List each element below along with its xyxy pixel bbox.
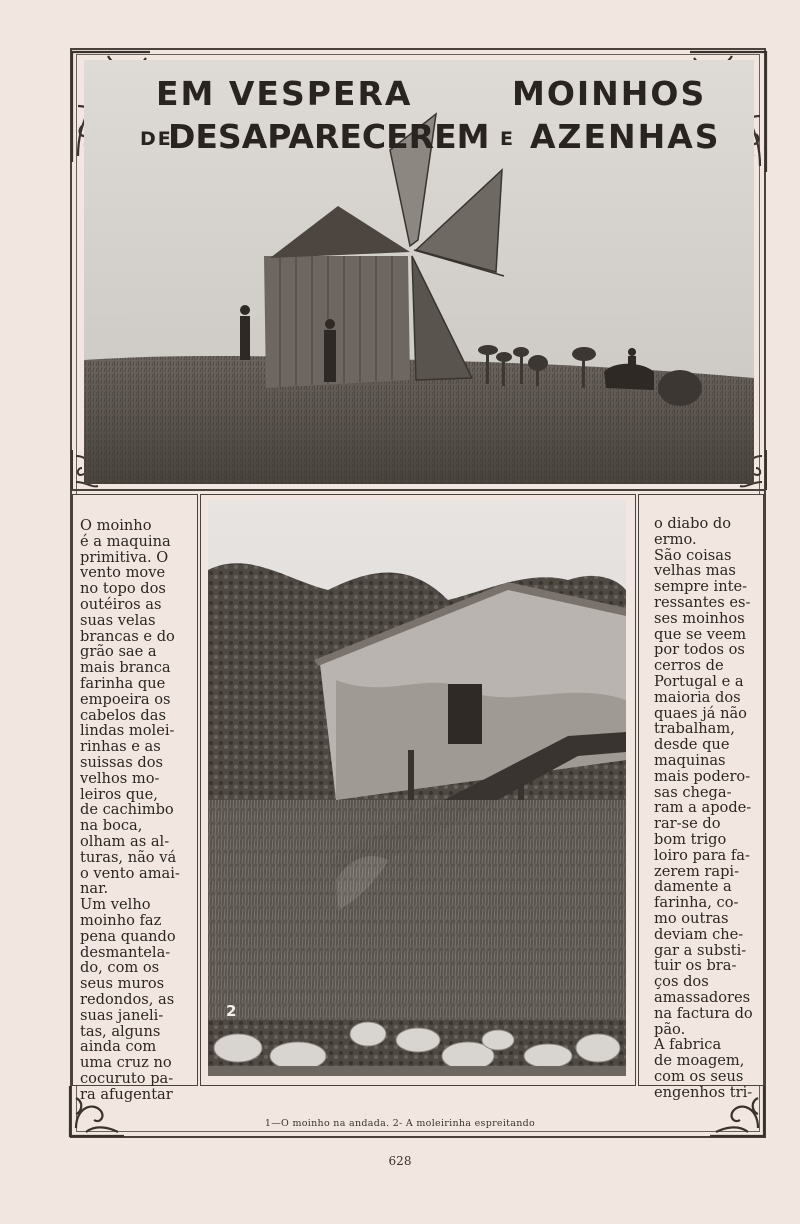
title-left-line2-prefix: DE [140,128,173,150]
left-column-text: O moinho é a maquina primitiva. O vento move no topo dos outéiros as suas velas brancas e do grão sae a mais branca farinha que empoeira os cabelos das lindas molei- rinhas e as suissas dos velhos mo- leiros que, de cachimbo na boca, olham as al- turas, não vá o vento amai- nar. Um velho moinho faz pena quando desmantela- do, com os seus muros redondos, as suas janeli- tas, alguns ainda com uma cruz no cocuruto pa- ra afugentar [80,517,180,1103]
title-right-line2-prefix: E [500,128,515,150]
photo-number-2: 2 [226,1002,237,1020]
title-left-line2-main: DESAPARECEREM [168,117,490,156]
page-number: 628 [388,1154,412,1168]
title-left-line1: EM VESPERA [156,74,413,113]
title-right-line2-main: AZENHAS [530,117,721,156]
section-divider [70,489,766,491]
photo-caption: 1—O moinho na andada. 2- A moleirinha espreitando [264,1118,536,1129]
right-column-text: o diabo do ermo. São coisas velhas mas sempre inte- ressantes es- ses moinhos que se veem por todos os cerros de Portugal e a maioria dos quaes já não trabalham, desde que maquinas mais podero- sas chega- ram a apode- rar-se do bom trigo loiro para fa- zerem rapi- damente a farinha, co- mo outras deviam che- gar a substi- tuir os bra- ços dos amassadores na factura do pão. A fabrica de moagem, com os seus engenhos tri- [654,515,753,1101]
title-right-line1: MOINHOS [512,74,707,113]
watermill-photo [208,500,626,1076]
